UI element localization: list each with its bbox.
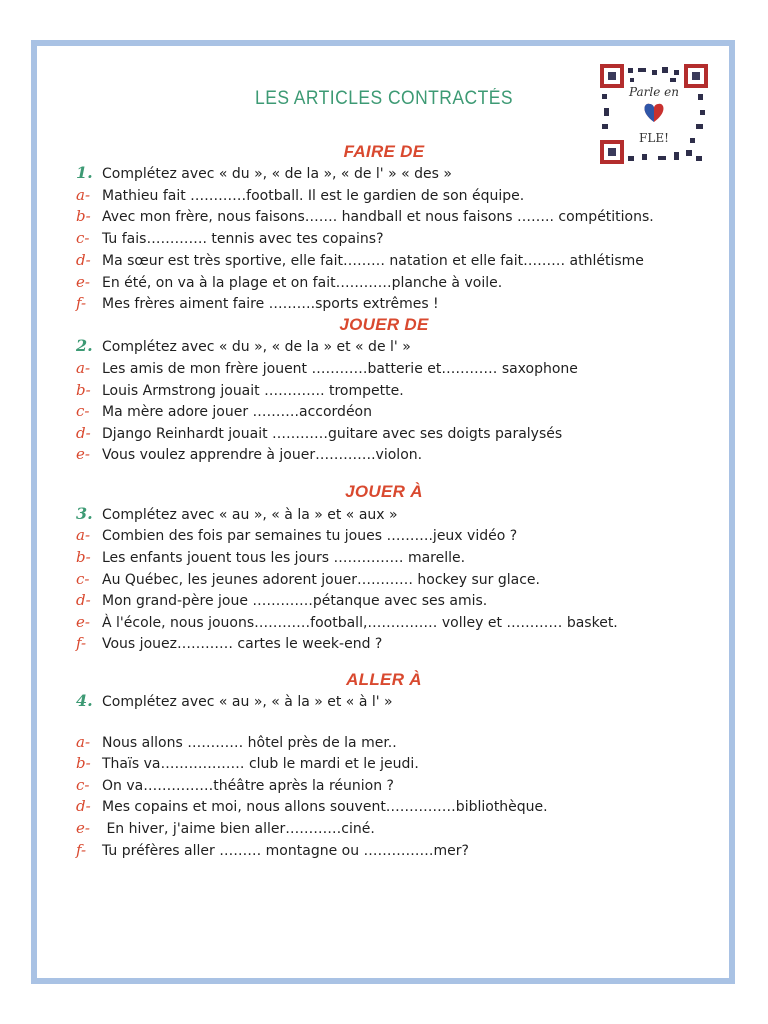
item-text: Louis Armstrong jouait …………. trompette. <box>102 383 404 399</box>
svg-text:Parle en: Parle en <box>628 85 680 99</box>
item-marker: e- <box>76 445 90 463</box>
item-marker: c- <box>76 776 90 794</box>
exercise-item <box>76 381 404 400</box>
exercise-item <box>76 229 384 248</box>
item-marker: a- <box>76 733 91 751</box>
item-marker: b- <box>76 754 91 772</box>
item-marker: b- <box>76 548 91 566</box>
exercise-item <box>76 294 439 313</box>
item-text: Thaïs va……………… club le mardi et le jeudi. <box>102 756 419 772</box>
item-text: Tu fais…………. tennis avec tes copains? <box>102 231 384 247</box>
instruction-number: 2. <box>76 336 93 355</box>
item-text: Ma sœur est très sportive, elle fait……… natation et elle fait……… athlétisme <box>102 253 644 269</box>
item-text: Les enfants jouent tous les jours …………… marelle. <box>102 550 466 566</box>
exercise-item <box>76 570 540 589</box>
item-marker: e- <box>76 613 90 631</box>
item-text: Nous allons ………… hôtel près de la mer.. <box>102 735 397 751</box>
exercise-item <box>76 591 487 610</box>
item-marker: d- <box>76 424 91 442</box>
item-marker: f- <box>76 634 87 652</box>
instruction-number: 1. <box>76 163 93 182</box>
item-text: Ma mère adore jouer ……….accordéon <box>102 404 372 420</box>
item-marker: f- <box>76 841 87 859</box>
item-marker: a- <box>76 359 91 377</box>
item-text: Avec mon frère, nous faisons……. handball et nous faisons …….. compétitions. <box>102 209 654 225</box>
item-marker: c- <box>76 570 90 588</box>
exercise-item <box>76 445 422 464</box>
item-text: Vous voulez apprendre à jouer………….violon. <box>102 447 423 463</box>
exercise-item <box>76 841 469 860</box>
item-text: En hiver, j'aime bien aller…………ciné. <box>102 821 375 837</box>
item-text: Mathieu fait …………football. Il est le gardien de son équipe. <box>102 188 525 204</box>
exercise-item <box>76 733 397 752</box>
item-text: Mon grand-père joue ………….pétanque avec ses amis. <box>102 593 488 609</box>
instruction-number: 3. <box>76 504 93 523</box>
exercise-item <box>76 424 562 443</box>
exercise-item <box>76 754 419 773</box>
item-text: Les amis de mon frère jouent …………batterie et………… saxophone <box>102 361 578 377</box>
item-marker: c- <box>76 229 90 247</box>
item-marker: e- <box>76 273 90 291</box>
item-text: On va……………théâtre après la réunion ? <box>102 778 394 794</box>
item-marker: a- <box>76 186 91 204</box>
item-marker: e- <box>76 819 90 837</box>
page-title: LES ARTICLES CONTRACTÉS <box>255 88 513 109</box>
exercise-item <box>76 207 654 226</box>
section-heading-jouer-a: JOUER À <box>345 482 423 501</box>
instruction-2 <box>76 337 411 356</box>
exercise-item <box>76 251 644 270</box>
instruction-4 <box>76 692 393 711</box>
item-text: En été, on va à la plage et on fait…………planche à voile. <box>102 275 503 291</box>
item-marker: c- <box>76 402 90 420</box>
svg-text:FLE!: FLE! <box>639 131 669 145</box>
item-text: Tu préfères aller ……… montagne ou ……………mer? <box>102 843 469 859</box>
exercise-item <box>76 273 502 292</box>
item-marker: b- <box>76 381 91 399</box>
exercise-item <box>76 819 375 838</box>
item-text: Vous jouez………… cartes le week-end ? <box>102 636 383 652</box>
item-text: Mes copains et moi, nous allons souvent……………bibliothèque. <box>102 799 548 815</box>
instruction-text: Complétez avec « au », « à la » et « aux » <box>102 507 398 523</box>
instruction-text: Complétez avec « au », « à la » et « à l' » <box>102 694 393 710</box>
exercise-item <box>76 797 548 816</box>
section-heading-faire-de: FAIRE DE <box>343 142 425 161</box>
exercise-item <box>76 526 517 545</box>
item-marker: a- <box>76 526 91 544</box>
exercise-item <box>76 634 382 653</box>
exercise-item <box>76 402 372 421</box>
item-marker: d- <box>76 251 91 269</box>
item-marker: f- <box>76 294 87 312</box>
section-heading-aller-a: ALLER À <box>346 670 422 689</box>
section-heading-jouer-de: JOUER DE <box>339 315 429 334</box>
item-marker: d- <box>76 591 91 609</box>
instruction-1 <box>76 164 452 183</box>
item-text: À l'école, nous jouons…………football,…………… volley et ………… basket. <box>102 615 618 631</box>
instruction-text: Complétez avec « du », « de la », « de l' » « des » <box>102 166 452 182</box>
item-text: Au Québec, les jeunes adorent jouer………… hockey sur glace. <box>102 572 540 588</box>
item-text: Django Reinhardt jouait …………guitare avec ses doigts paralysés <box>102 426 563 442</box>
item-marker: d- <box>76 797 91 815</box>
exercise-item <box>76 776 394 795</box>
exercise-item <box>76 359 578 378</box>
exercise-item <box>76 548 465 567</box>
instruction-3 <box>76 505 398 524</box>
item-text: Combien des fois par semaines tu joues ……….jeux vidéo ? <box>102 528 518 544</box>
instruction-text: Complétez avec « du », « de la » et « de l' » <box>102 339 411 355</box>
instruction-number: 4. <box>76 691 93 710</box>
item-text: Mes frères aiment faire ……….sports extrêmes ! <box>102 296 439 312</box>
exercise-item <box>76 186 524 205</box>
exercise-item <box>76 613 618 632</box>
item-marker: b- <box>76 207 91 225</box>
